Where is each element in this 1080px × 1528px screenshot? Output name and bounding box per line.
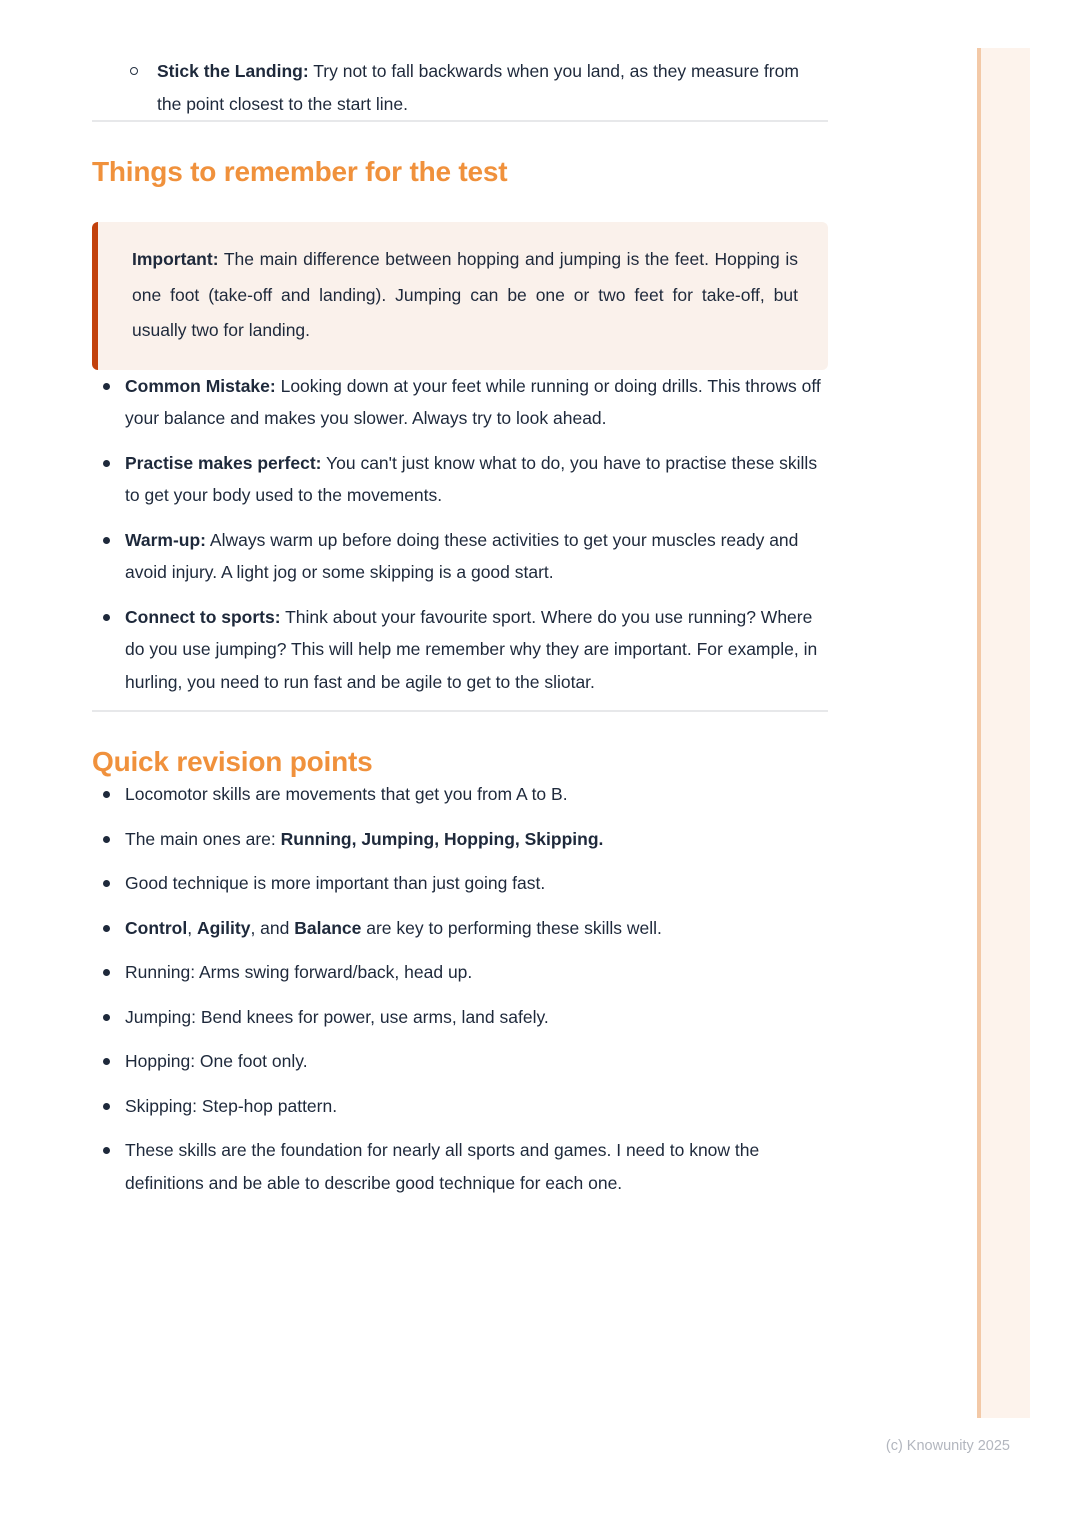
list-item (92, 778, 828, 811)
bullet-dot-icon (103, 836, 110, 843)
bullet-dot-icon (103, 383, 110, 390)
important-callout (92, 222, 828, 370)
list-item-text: Good technique is more important than just going fast. (125, 873, 546, 893)
list-item (92, 524, 828, 589)
list-item (92, 1134, 828, 1199)
section-heading-things-to-remember: Things to remember for the test (92, 156, 508, 187)
intro-bullet-item (92, 55, 828, 120)
list-item (92, 1001, 828, 1034)
bullet-dot-icon (103, 791, 110, 798)
list-item (92, 1045, 828, 1078)
list-item-text: These skills are the foundation for nearly all sports and games. I need to know the definitions and be able to describe good technique for each one. (125, 1140, 760, 1193)
list-item-text: The main ones are: Running, Jumping, Hopping, Skipping. (125, 828, 604, 849)
list-item (92, 601, 828, 699)
list-item (92, 370, 828, 435)
page-content (92, 0, 828, 1211)
list-item-text: Control, Agility, and Balance are key to performing these skills well. (125, 917, 662, 938)
list-item-text: Jumping: Bend knees for power, use arms, land safely. (125, 1006, 549, 1027)
section-divider (92, 710, 828, 712)
list-item (92, 823, 828, 856)
list-item (92, 867, 828, 900)
bullet-dot-icon (103, 1058, 110, 1065)
intro-bullet-text: Stick the Landing: Try not to fall backwards when you land, as they measure from the point closest to the start line. (157, 61, 799, 114)
list-item (92, 1090, 828, 1123)
list-item-text: Skipping: Step-hop pattern. (125, 1095, 338, 1116)
things-to-remember-list (92, 370, 828, 699)
bullet-circle-icon (130, 67, 138, 75)
list-item-text: Warm-up: Always warm up before doing these activities to get your muscles ready and avoid injury. A light jog or some skipping is a good start. (125, 529, 799, 582)
bullet-dot-icon (103, 1103, 110, 1110)
list-item-text: Locomotor skills are movements that get you from A to B. (125, 784, 568, 804)
list-item (92, 912, 828, 945)
list-item-text: Common Mistake: Looking down at your feet while running or doing drills. This throws off your balance and makes you slower. Always try to look ahead. (125, 375, 821, 428)
section-heading-quick-revision: Quick revision points (92, 746, 373, 777)
list-item-text: Practise makes perfect: You can't just know what to do, you have to practise these skills to get your body used to the movements. (125, 452, 818, 505)
bullet-dot-icon (103, 460, 110, 467)
list-item (92, 447, 828, 512)
bullet-dot-icon (103, 537, 110, 544)
bullet-dot-icon (103, 614, 110, 621)
section-divider (92, 120, 828, 122)
bullet-dot-icon (103, 969, 110, 976)
list-item-text: Hopping: One foot only. (125, 1051, 308, 1071)
list-item-text: Running: Arms swing forward/back, head up. (125, 962, 473, 982)
important-callout-text: Important: The main difference between hopping and jumping is the feet. Hopping is one foot (take-off and landing). Jumping can be one or two feet for take-off, but usually two for landing. (132, 249, 798, 340)
bullet-dot-icon (103, 925, 110, 932)
bullet-dot-icon (103, 1147, 110, 1154)
right-margin-stripe (977, 48, 1030, 1418)
list-item-text: Connect to sports: Think about your favourite sport. Where do you use running? Where do you use jumping? This will help me remember why they are important. For example, in hurling, you need to run fast and be agile to get to the sliotar. (125, 606, 818, 692)
quick-revision-list (92, 778, 828, 1199)
bullet-dot-icon (103, 1014, 110, 1021)
list-item (92, 956, 828, 989)
copyright-footer: (c) Knowunity 2025 (885, 1438, 1010, 1454)
bullet-dot-icon (103, 880, 110, 887)
